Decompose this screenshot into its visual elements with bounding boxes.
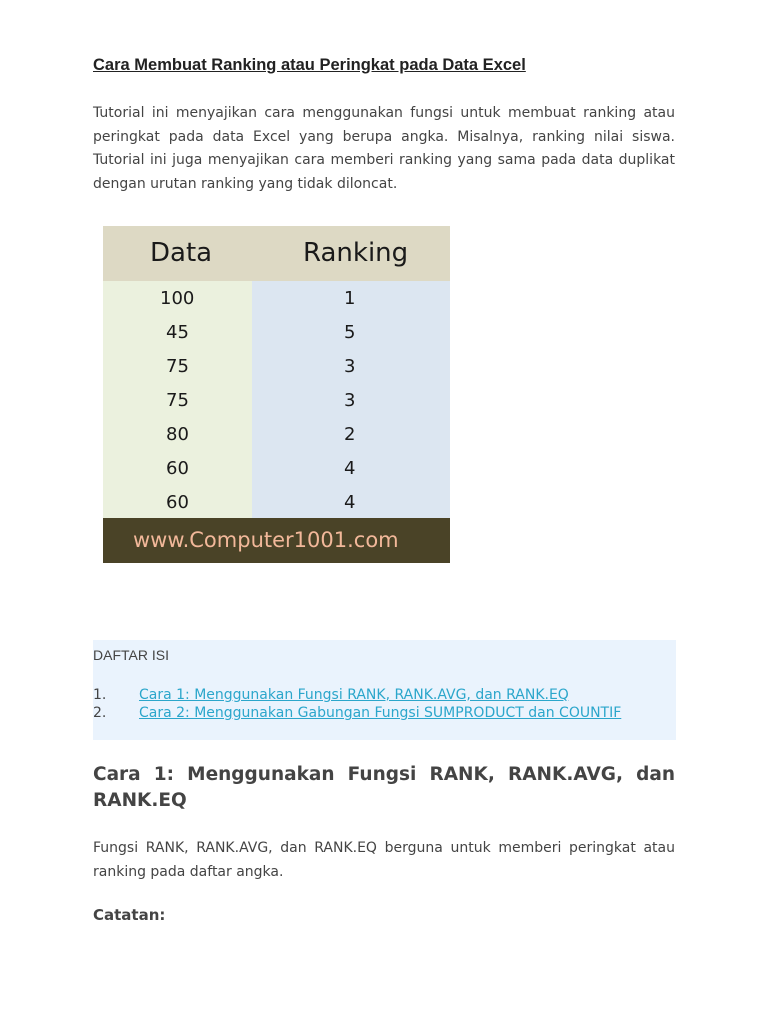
rank-cell: 4 bbox=[344, 458, 356, 479]
toc-item-number: 1. bbox=[93, 687, 107, 703]
ranking-example-image bbox=[103, 226, 450, 563]
data-cell: 100 bbox=[160, 288, 195, 309]
header-ranking: Ranking bbox=[303, 238, 409, 268]
data-cell: 75 bbox=[166, 390, 189, 411]
toc-link-cara-1[interactable]: Cara 1: Menggunakan Fungsi RANK, RANK.AVG, dan RANK.EQ bbox=[139, 687, 569, 703]
rank-cell: 4 bbox=[344, 492, 356, 513]
rank-cell: 2 bbox=[344, 424, 356, 445]
data-cell: 75 bbox=[166, 356, 189, 377]
watermark-bar bbox=[103, 518, 450, 563]
toc-item-number: 2. bbox=[93, 705, 107, 721]
section-heading-cara-1: Cara 1: Menggunakan Fungsi RANK, RANK.AVG, dan RANK.EQ bbox=[93, 764, 675, 811]
table-header bbox=[103, 226, 450, 281]
toc-title: DAFTAR ISI bbox=[93, 647, 169, 663]
rank-cell: 1 bbox=[344, 288, 356, 309]
data-cell: 60 bbox=[166, 492, 189, 513]
toc-item-2 bbox=[93, 704, 676, 722]
data-cell: 80 bbox=[166, 424, 189, 445]
header-data: Data bbox=[150, 238, 213, 268]
rank-cell: 3 bbox=[344, 356, 356, 377]
watermark-text: www.Computer1001.com bbox=[133, 528, 399, 552]
toc-link-cara-2[interactable]: Cara 2: Menggunakan Gabungan Fungsi SUMPRODUCT dan COUNTIF bbox=[139, 705, 622, 721]
data-cell: 60 bbox=[166, 458, 189, 479]
document-title: Cara Membuat Ranking atau Peringkat pada Data Excel bbox=[93, 56, 526, 74]
section-paragraph: Fungsi RANK, RANK.AVG, dan RANK.EQ berguna untuk memberi peringkat atau ranking pada daftar angka. bbox=[93, 840, 675, 880]
rank-cell: 3 bbox=[344, 390, 356, 411]
rank-cell: 5 bbox=[344, 322, 356, 343]
intro-paragraph: Tutorial ini menyajikan cara menggunakan fungsi untuk membuat ranking atau peringkat pada data Excel yang berupa angka. Misalnya, ranking nilai siswa. Tutorial ini juga menyajikan cara memberi ranking yang sama pada data duplikat dengan urutan ranking yang tidak diloncat. bbox=[93, 105, 675, 192]
note-label: Catatan: bbox=[93, 906, 166, 924]
data-cell: 45 bbox=[166, 322, 189, 343]
